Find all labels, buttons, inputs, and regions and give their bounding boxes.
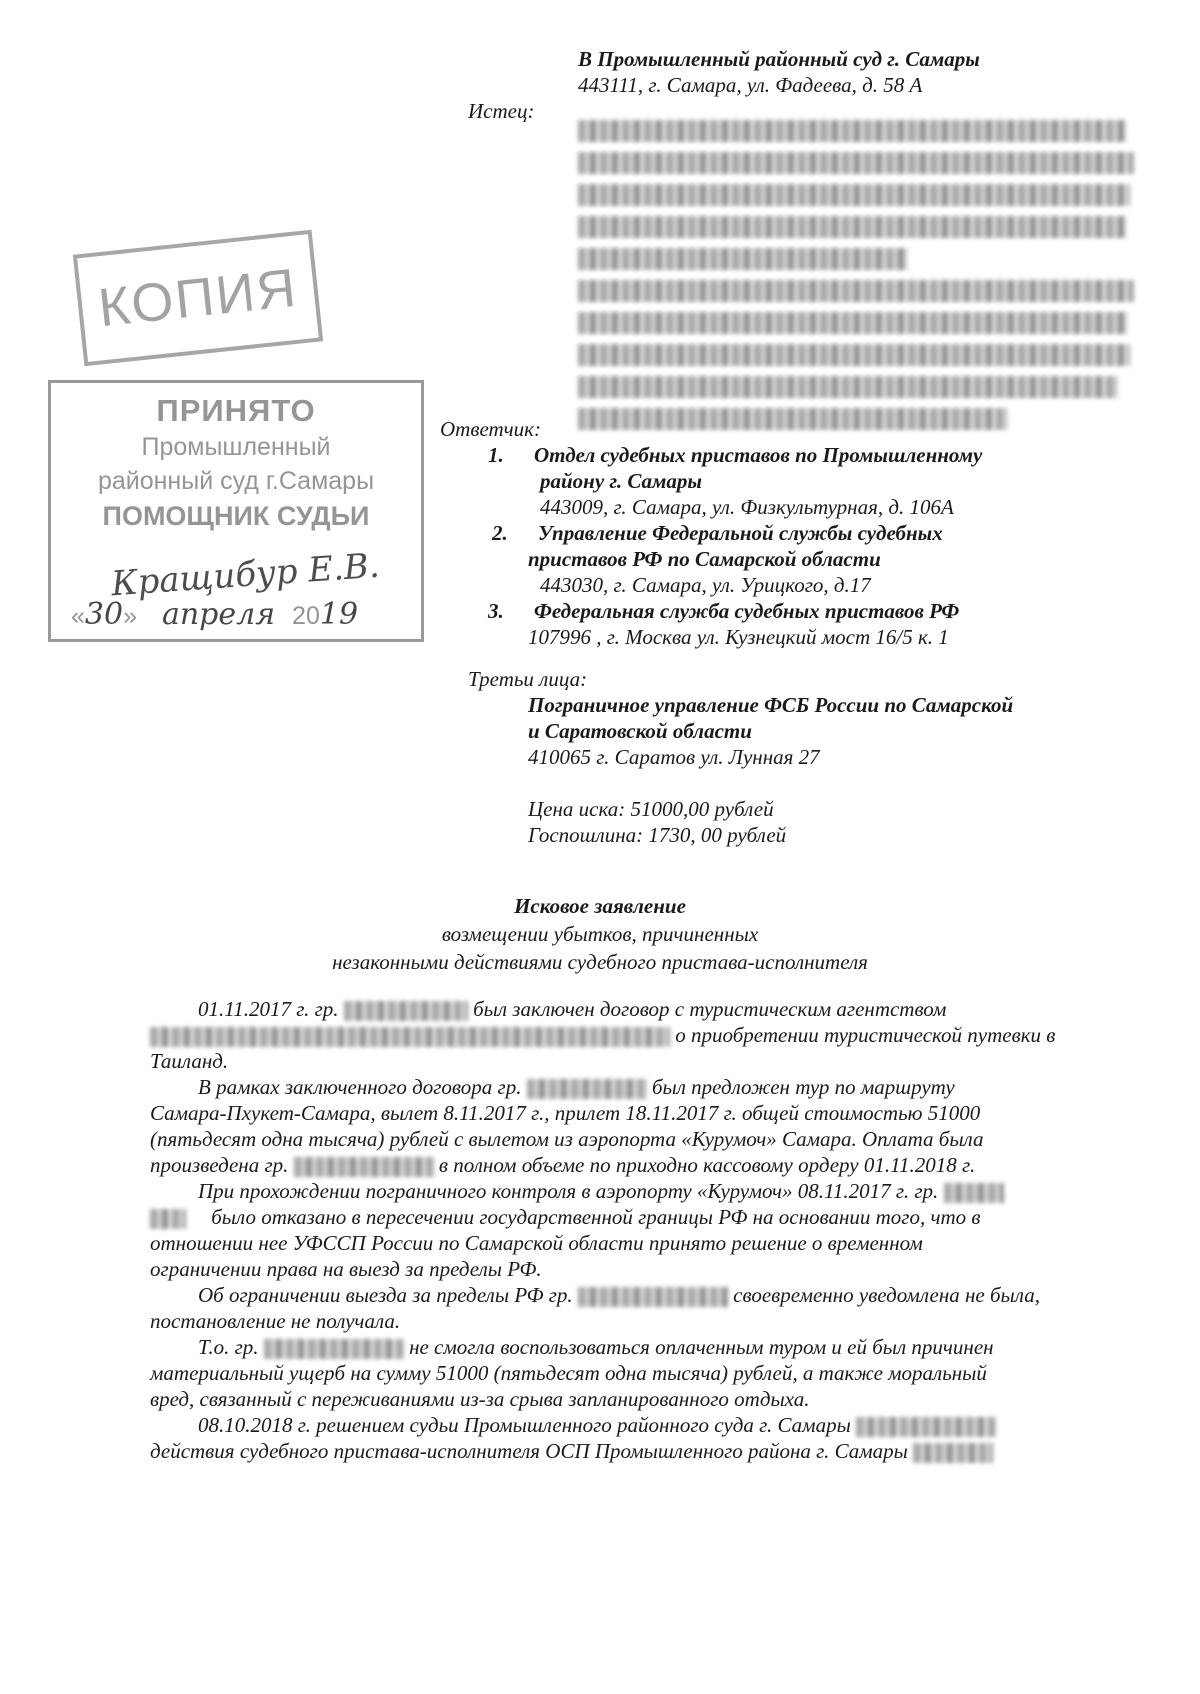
- claim-title-sub1: возмещении убытков, причиненных: [441, 922, 759, 946]
- stamp-day: 30: [84, 597, 124, 632]
- defendant-2-address: 443030, г. Самара, ул. Урицкого, д.17: [540, 573, 871, 597]
- accepted-stamp: [48, 380, 424, 642]
- p3-line4: ограничении права на выезд за пределы РФ.: [150, 1257, 542, 1281]
- plaintiff-redacted-block: [578, 120, 1138, 440]
- p1-date: 01.11.2017 г. гр.: [198, 997, 339, 1021]
- defendant-1-name: [488, 442, 982, 468]
- stamp-signature: Кращибур Е.В.: [109, 545, 381, 605]
- p3-line1: [150, 1178, 1070, 1204]
- p2-line3: (пятьдесят одна тысяча) рублей с вылетом из аэропорта «Курумоч» Самара. Оплата была: [150, 1127, 984, 1151]
- claim-title-main: Исковое заявление: [514, 894, 686, 918]
- third-party-name-line1: Пограничное управление ФСБ России по Самарской: [528, 693, 1014, 717]
- court-name: В Промышленный районный суд г. Самары: [578, 47, 980, 71]
- defendant-1-name-line2: району г. Самары: [540, 469, 702, 493]
- claim-title-sub2: незаконными действиями судебного пристава-исполнителя: [332, 950, 868, 974]
- defendant-2-name: [492, 520, 943, 546]
- defendant-2-num: 2.: [492, 521, 508, 545]
- redacted-name: [264, 1339, 404, 1359]
- p1-line2: [150, 1022, 1070, 1048]
- stamp-accepted-title: ПРИНЯТО: [156, 393, 316, 428]
- redacted-name: [294, 1157, 434, 1177]
- defendant-3-name-line1: Федеральная служба судебных приставов РФ: [534, 599, 960, 623]
- p2-line2: Самара-Пхукет-Самара, вылет 8.11.2017 г., прилет 18.11.2017 г. общей стоимостью 51000: [150, 1101, 981, 1125]
- p4-text: Об ограничении выезда за пределы РФ гр.: [198, 1283, 573, 1307]
- p3-line2: [150, 1204, 1070, 1230]
- redacted-name: [527, 1079, 647, 1099]
- p3-line3: отношении нее УФССП России по Самарской области принято решение о временном: [150, 1231, 923, 1255]
- third-parties-label: Третьи лица:: [468, 667, 588, 691]
- defendant-1-name-line1: Отдел судебных приставов по Промышленному: [534, 443, 983, 467]
- stamp-court-line2: районный суд г.Самары: [97, 467, 375, 495]
- defendant-3-name: [488, 598, 959, 624]
- p1-line1: [150, 996, 1070, 1022]
- claim-price: Цена иска: 51000,00 рублей: [528, 797, 774, 821]
- redacted-name: [150, 1209, 186, 1229]
- p1-line3: Таиланд.: [150, 1049, 229, 1073]
- p5-line3: вред, связанный с переживаниями из-за срыва запланированного отдыха.: [150, 1387, 810, 1411]
- defendant-3-address: 107996 , г. Москва ул. Кузнецкий мост 16/5 к. 1: [528, 625, 949, 649]
- p2-text2: был предложен тур по маршруту: [651, 1075, 955, 1099]
- defendant-1-address: 443009, г. Самара, ул. Физкультурная, д. 106А: [540, 495, 954, 519]
- stamp-court-line1: Промышленный: [141, 433, 331, 461]
- p2-line1: [150, 1074, 1070, 1100]
- p6-line1: [150, 1412, 1070, 1438]
- p2-text: В рамках заключенного договора гр.: [198, 1075, 522, 1099]
- p2-line4: [150, 1152, 1070, 1178]
- p3-text: При прохождении пограничного контроля в аэропорту «Курумоч» 08.11.2017 г. гр.: [198, 1179, 939, 1203]
- stamp-role: ПОМОЩНИК СУДЬИ: [102, 501, 370, 531]
- p4-text2: своевременно уведомлена не была,: [733, 1283, 1040, 1307]
- redacted-name: [913, 1443, 993, 1463]
- p5-line2: материальный ущерб на сумму 51000 (пятьдесят одна тысяча) рублей, а также моральный: [150, 1361, 987, 1385]
- third-party-name-line2: и Саратовской области: [528, 719, 752, 743]
- defendant-2-name-line1: Управление Федеральной службы судебных: [538, 521, 943, 545]
- redacted-name: [344, 1001, 468, 1021]
- court-address: 443111, г. Самара, ул. Фадеева, д. 58 А: [578, 73, 923, 97]
- p5-text2: не смогла воспользоваться оплаченным туром и ей был причинен: [409, 1335, 994, 1359]
- p4-line2: постановление не получала.: [150, 1309, 401, 1333]
- p1-text: был заключен договор с туристическим агентством: [473, 997, 947, 1021]
- stamp-month: апреля: [161, 597, 276, 632]
- state-duty: Госпошлина: 1730, 00 рублей: [528, 823, 787, 847]
- p4-line1: [150, 1282, 1070, 1308]
- plaintiff-label: Истец:: [468, 99, 535, 123]
- redacted-name: [856, 1417, 996, 1437]
- p6-text: 08.10.2018 г. решением судьи Промышленного районного суда г. Самары: [198, 1413, 851, 1437]
- copy-stamp: КОПИЯ: [73, 230, 323, 366]
- stamp-year-suffix: 19: [319, 597, 359, 632]
- third-party-address: 410065 г. Саратов ул. Лунная 27: [528, 745, 820, 769]
- stamp-year-prefix: 20: [292, 602, 320, 630]
- redacted-name: [944, 1183, 1004, 1203]
- claim-title: [0, 892, 1200, 976]
- defendants-label: Ответчик:: [440, 417, 541, 441]
- defendant-3-num: 3.: [488, 599, 504, 623]
- redacted-agency: [150, 1027, 670, 1047]
- p2-text4: в полном объеме по приходно кассовому ордеру 01.11.2018 г.: [438, 1153, 976, 1177]
- p3-text2: было отказано в пересечении государственной границы РФ на основании того, что в: [211, 1205, 981, 1229]
- p5-text: Т.о. гр.: [198, 1335, 259, 1359]
- redacted-name: [578, 1287, 728, 1307]
- p6-line2: [150, 1438, 1070, 1464]
- stamp-date: «30» апреля 2019: [71, 597, 359, 632]
- body-text: [150, 996, 1070, 1464]
- p2-text3: произведена гр.: [150, 1153, 289, 1177]
- p1-text2: о приобретении туристической путевки в: [675, 1023, 1056, 1047]
- defendant-1-num: 1.: [488, 443, 504, 467]
- p5-line1: [150, 1334, 1070, 1360]
- p6-text2: действия судебного пристава-исполнителя ОСП Промышленного района г. Самары: [150, 1439, 908, 1463]
- defendant-2-name-line2: приставов РФ по Самарской области: [528, 547, 881, 571]
